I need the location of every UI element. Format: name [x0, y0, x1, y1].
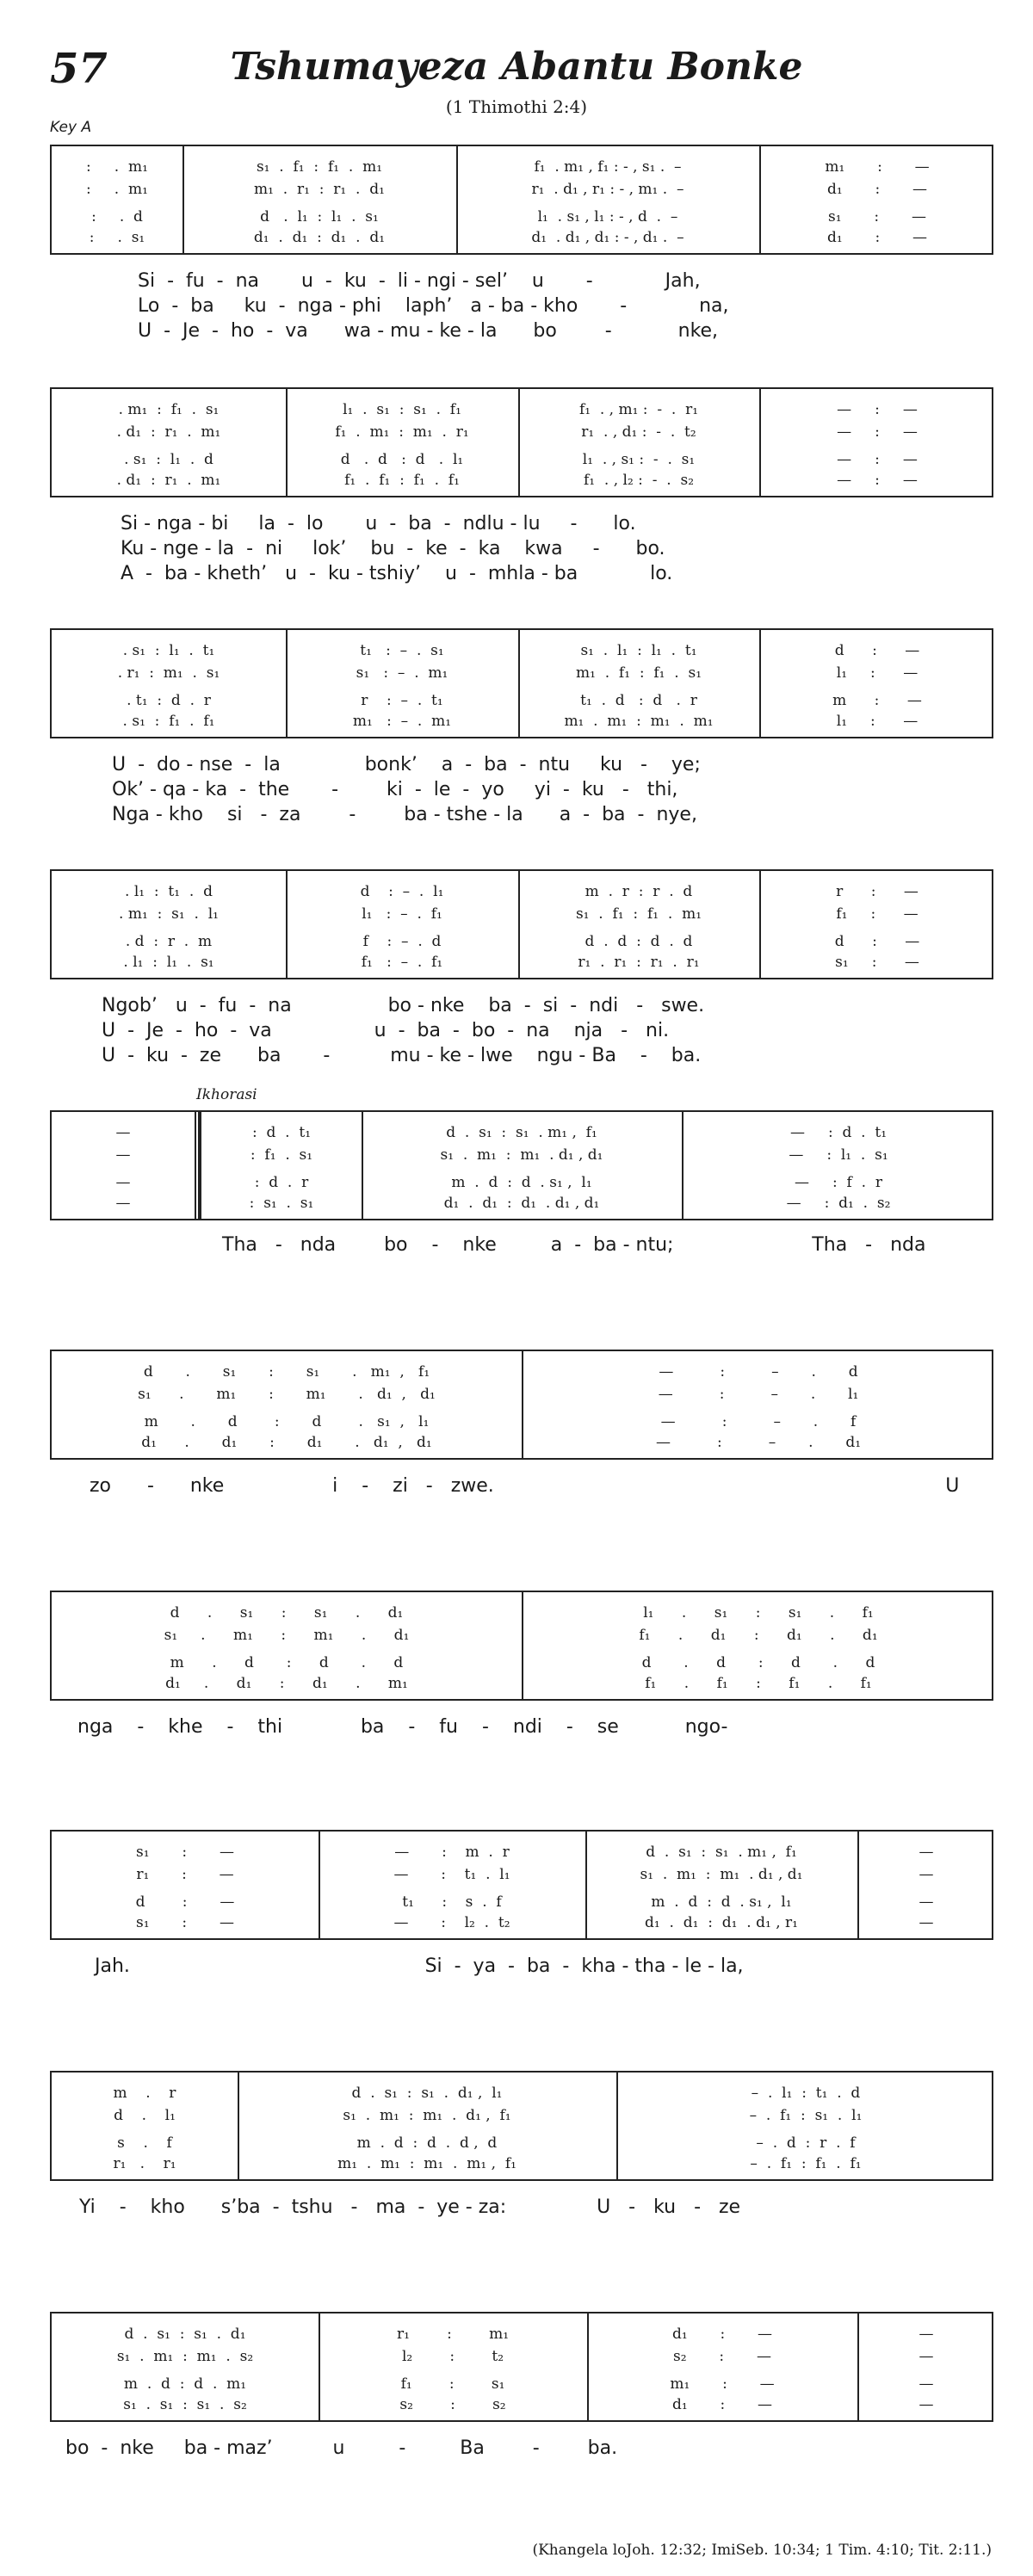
- measure-notes: m . r : r . d: [585, 883, 693, 900]
- measure-notes: —: [919, 2396, 934, 2413]
- measure-notes: f : – . d: [362, 933, 442, 950]
- music-system-10: [50, 2312, 993, 2422]
- measure-notes: m . r: [113, 2085, 176, 2102]
- measure-notes: m . d : d . m₁: [123, 2375, 247, 2393]
- measure-notes: — : – . d₁: [655, 1434, 862, 1451]
- lyric-line: Si - nga - bi la - lo u - ba - ndlu - lu - lo.: [121, 513, 636, 534]
- bar-line: [518, 389, 520, 496]
- measure-notes: s₁ . m₁ : m₁ . d₁ , d₁: [138, 1386, 436, 1403]
- lyric-line: zo - nke i - zi - zwe. U: [90, 1475, 960, 1497]
- bar-line: [587, 2313, 589, 2420]
- measure-notes: m₁ : —: [825, 158, 930, 176]
- measure-notes: — : f . r: [795, 1174, 882, 1191]
- lyrics-block-5: [222, 1232, 925, 1257]
- measure-notes: . l₁ : l₁ . s₁: [123, 954, 214, 971]
- bar-line: [286, 871, 288, 978]
- measure-notes: : d . t₁: [251, 1124, 312, 1141]
- measure-notes: d₁ : —: [671, 2326, 773, 2343]
- lyric-line: U - do - nse - la bonk’ a - ba - ntu ku - ye;: [112, 754, 701, 775]
- measure-notes: d₁ : —: [671, 2396, 773, 2413]
- measure-notes: : . m₁: [86, 181, 148, 198]
- measure-notes: s₁ . s₁ : s₁ . s₂: [123, 2396, 247, 2413]
- bar-line: [522, 1592, 523, 1699]
- lyrics-block-9: [79, 2195, 740, 2220]
- measure-notes: d₁ . d₁ : d₁ . m₁: [165, 1675, 408, 1692]
- lyrics-block-6: [90, 1473, 959, 1498]
- measure-notes: . l₁ : t₁ . d: [125, 883, 213, 900]
- measure-notes: s₁ . m₁ : m₁ . d₁: [164, 1627, 410, 1644]
- measure-notes: —: [115, 1195, 131, 1212]
- music-system-7: [50, 1591, 993, 1701]
- measure-notes: s₁ . m₁ : m₁ . d₁ , d₁: [640, 1866, 803, 1883]
- lyric-line: Yi - kho s’ba - tshu - ma - ye - za: U - ku - ze: [79, 2196, 741, 2218]
- measure-notes: d . s₁ : s₁ . d₁ , l₁: [351, 2085, 503, 2102]
- measure-notes: s₁ . f₁ : f₁ . m₁: [575, 905, 702, 923]
- measure-notes: m₁ : – . m₁: [352, 713, 452, 730]
- measure-notes: l₁ . s₁ , l₁ : - , d . –: [537, 208, 678, 225]
- music-system-3: [50, 628, 993, 738]
- measure-notes: d₁ . d₁ : d₁ . d₁ , d₁: [141, 1434, 432, 1451]
- lyrics-block-4: [102, 993, 704, 1068]
- measure-notes: r : – . t₁: [361, 692, 443, 709]
- scripture-subtitle: (1 Thimothi 2:4): [445, 96, 588, 117]
- measure-notes: m . d : d . d , d: [356, 2134, 498, 2152]
- measure-notes: f₁ . f₁ : f₁ . f₁: [344, 472, 460, 489]
- measure-notes: —: [919, 1844, 934, 1861]
- music-system-1: [50, 145, 993, 255]
- measure-notes: — : t₁ . l₁: [393, 1866, 510, 1883]
- measure-notes: r₁ : m₁: [396, 2326, 510, 2343]
- measure-notes: : . d: [91, 208, 143, 225]
- measure-notes: f₁ . d₁ : d₁ . d₁: [639, 1627, 878, 1644]
- measure-notes: . s₁ : l₁ . t₁: [122, 642, 215, 659]
- measure-notes: : . s₁: [89, 229, 145, 246]
- measure-notes: s₁ : —: [835, 954, 919, 971]
- music-system-9: [50, 2071, 993, 2181]
- bar-line: [682, 1112, 684, 1219]
- measure-notes: — : —: [837, 423, 918, 441]
- measure-notes: —: [919, 2326, 934, 2343]
- lyrics-block-3: [112, 752, 701, 827]
- bar-line: [518, 630, 520, 737]
- lyric-line: Ku - nge - la - ni lok’ bu - ke - ka kwa - bo.: [121, 538, 665, 559]
- bar-line: [857, 1832, 859, 1938]
- bar-line: [585, 1832, 587, 1938]
- measure-notes: — : —: [837, 401, 918, 418]
- measure-notes: m . d : d . s₁ , l₁: [144, 1413, 430, 1430]
- measure-notes: – . d : r . f: [756, 2134, 856, 2152]
- measure-notes: s₂ : —: [673, 2348, 771, 2365]
- measure-notes: r₁ : —: [136, 1866, 234, 1883]
- measure-notes: . s₁ : l₁ . d: [124, 451, 213, 468]
- measure-notes: : . m₁: [86, 158, 148, 176]
- lyric-line: U - ku - ze ba - mu - ke - lwe ngu - Ba - ba.: [102, 1045, 702, 1066]
- measure-notes: m₁ . f₁ : f₁ . s₁: [575, 664, 702, 682]
- measure-notes: d . d : d . d: [585, 933, 693, 950]
- measure-notes: —: [919, 2348, 934, 2365]
- lyrics-block-10: [65, 2436, 617, 2461]
- measure-notes: —: [919, 1914, 934, 1931]
- measure-notes: . d : r . m: [125, 933, 213, 950]
- music-system-5: [50, 1110, 993, 1220]
- measure-notes: —: [115, 1146, 131, 1164]
- key-signature: Key A: [50, 119, 92, 136]
- measure-notes: m : —: [832, 692, 922, 709]
- measure-notes: f₁ . m₁ , f₁ : - , s₁ . –: [534, 158, 682, 176]
- music-system-6: [50, 1350, 993, 1460]
- measure-notes: — : d . t₁: [789, 1124, 888, 1141]
- measure-notes: . s₁ : f₁ . f₁: [122, 713, 215, 730]
- measure-notes: m₁ . m₁ : m₁ . m₁: [564, 713, 714, 730]
- measure-notes: l₂ : t₂: [401, 2348, 504, 2365]
- measure-notes: — : l₂ . t₂: [393, 1914, 510, 1931]
- measure-notes: f₁ . m₁ : m₁ . r₁: [335, 423, 469, 441]
- measure-notes: d . s₁ : s₁ . d₁: [124, 2326, 246, 2343]
- lyric-line: Si - fu - na u - ku - li - ngi - sel’ u - Jah,: [138, 270, 701, 292]
- double-bar-line: [195, 1112, 201, 1219]
- bar-line: [857, 2313, 859, 2420]
- measure-notes: . d₁ : r₁ . m₁: [116, 423, 221, 441]
- measure-notes: m₁ . r₁ : r₁ . d₁: [254, 181, 385, 198]
- bar-line: [286, 630, 288, 737]
- measure-notes: r₁ . , d₁ : - . t₂: [581, 423, 696, 441]
- measure-notes: d₁ : —: [826, 181, 928, 198]
- measure-notes: f₁ . , m₁ : - . r₁: [578, 401, 699, 418]
- measure-notes: t₁ : s . f: [402, 1893, 502, 1911]
- measure-notes: d . l₁: [114, 2107, 176, 2124]
- measure-notes: s₁ : —: [136, 1914, 234, 1931]
- bar-line: [362, 1112, 363, 1219]
- measure-notes: d₁ . d₁ : d₁ . d₁: [253, 229, 386, 246]
- bar-line: [319, 1832, 320, 1938]
- measure-notes: . m₁ : f₁ . s₁: [118, 401, 220, 418]
- measure-notes: d₁ . d₁ : d₁ . d₁ , r₁: [645, 1914, 798, 1931]
- measure-notes: . r₁ : m₁ . s₁: [117, 664, 220, 682]
- lyrics-block-1: [138, 269, 729, 343]
- measure-notes: l₁ : – . f₁: [362, 905, 442, 923]
- measure-notes: — : m . r: [394, 1844, 510, 1861]
- measure-notes: l₁ : —: [836, 664, 919, 682]
- lyrics-block-7: [77, 1714, 727, 1739]
- music-system-4: [50, 869, 993, 979]
- hymn-number: 57: [50, 45, 108, 93]
- measure-notes: d : —: [834, 933, 920, 950]
- measure-notes: s₁ : – . m₁: [356, 664, 448, 682]
- measure-notes: m₁ : —: [670, 2375, 775, 2393]
- lyric-line: Ngob’ u - fu - na bo - nke ba - si - ndi - swe.: [102, 995, 705, 1016]
- measure-notes: – . f₁ : f₁ . f₁: [750, 2155, 862, 2172]
- measure-notes: — : —: [837, 451, 918, 468]
- measure-notes: r₁ . r₁: [113, 2155, 176, 2172]
- measure-notes: —: [919, 1893, 934, 1911]
- measure-notes: s₁ . f₁ : f₁ . m₁: [256, 158, 383, 176]
- lyric-line: A - ba - kheth’ u - ku - tshiy’ u - mhla - ba lo.: [121, 563, 673, 584]
- measure-notes: — : – . l₁: [658, 1386, 859, 1403]
- measure-notes: . m₁ : s₁ . l₁: [119, 905, 219, 923]
- measure-notes: f₁ : – . f₁: [361, 954, 443, 971]
- lyric-line: Tha - nda bo - nke a - ba - ntu; Tha - nda: [222, 1234, 926, 1256]
- measure-notes: t₁ : – . s₁: [360, 642, 444, 659]
- measure-notes: d . d : d . l₁: [340, 451, 464, 468]
- measure-notes: f₁ . , l₂ : - . s₂: [583, 472, 695, 489]
- measure-notes: l₁ . s₁ : s₁ . f₁: [343, 401, 461, 418]
- measure-notes: — : l₁ . s₁: [789, 1146, 888, 1164]
- measure-notes: m . d : d . s₁ , l₁: [451, 1174, 592, 1191]
- bar-line: [319, 2313, 320, 2420]
- measure-notes: —: [919, 2375, 934, 2393]
- measure-notes: s₁ . l₁ : l₁ . t₁: [580, 642, 697, 659]
- music-system-2: [50, 387, 993, 497]
- measure-notes: r : —: [836, 883, 919, 900]
- measure-notes: l₁ : —: [836, 713, 919, 730]
- lyrics-block-8: [95, 1954, 744, 1979]
- measure-notes: d . d : d . d: [641, 1654, 875, 1671]
- measure-notes: d : —: [135, 1893, 235, 1911]
- measure-notes: : f₁ . s₁: [250, 1146, 313, 1164]
- measure-notes: l₁ . s₁ : s₁ . f₁: [643, 1604, 874, 1622]
- measure-notes: f₁ : s₁: [400, 2375, 505, 2393]
- measure-notes: —: [919, 1866, 934, 1883]
- measure-notes: l₁ . , s₁ : - . s₁: [582, 451, 696, 468]
- measure-notes: d . s₁ : s₁ . m₁ , f₁: [143, 1363, 430, 1381]
- measure-notes: s₁ : —: [136, 1844, 234, 1861]
- lyric-line: nga - khe - thi ba - fu - ndi - se ngo-: [77, 1716, 728, 1738]
- hymn-title: Tshumayeza Abantu Bonke: [230, 45, 803, 89]
- measure-notes: m₁ . m₁ : m₁ . m₁ , f₁: [337, 2155, 516, 2172]
- lyrics-block-2: [121, 511, 672, 586]
- measure-notes: d . l₁ : l₁ . s₁: [260, 208, 379, 225]
- measure-notes: f₁ . f₁ : f₁ . f₁: [645, 1675, 872, 1692]
- measure-notes: s . f: [117, 2134, 172, 2152]
- lyric-line: Nga - kho si - za - ba - tshe - la a - ba - nye,: [112, 804, 697, 825]
- lyric-line: bo - nke ba - maz’ u - Ba - ba.: [65, 2437, 618, 2459]
- measure-notes: s₁ . m₁ : m₁ . s₂: [116, 2348, 254, 2365]
- scripture-reference: (Khangela loJoh. 12:32; ImiSeb. 10:34; 1 Tim. 4:10; Tit. 2:11.): [532, 2542, 992, 2559]
- measure-notes: — : – . d: [659, 1363, 858, 1381]
- lyric-line: U - Je - ho - va wa - mu - ke - la bo - nke,: [138, 320, 719, 342]
- measure-notes: d : —: [834, 642, 920, 659]
- bar-line: [238, 2073, 239, 2179]
- measure-notes: d . s₁ : s₁ . d₁: [170, 1604, 404, 1622]
- measure-notes: f₁ : —: [836, 905, 919, 923]
- bar-line: [522, 1351, 523, 1458]
- measure-notes: —: [115, 1124, 131, 1141]
- bar-line: [182, 146, 184, 253]
- lyric-line: U - Je - ho - va u - ba - bo - na nja - ni.: [102, 1020, 670, 1041]
- measure-notes: d . s₁ : s₁ . m₁ , f₁: [646, 1844, 797, 1861]
- measure-notes: – . l₁ : t₁ . d: [751, 2085, 861, 2102]
- measure-notes: : s₁ . s₁: [249, 1195, 314, 1212]
- measure-notes: m . d : d . s₁ , l₁: [651, 1893, 792, 1911]
- bar-line: [759, 146, 761, 253]
- bar-line: [759, 389, 761, 496]
- measure-notes: : d . r: [254, 1174, 309, 1191]
- bar-line: [286, 389, 288, 496]
- bar-line: [759, 871, 761, 978]
- measure-notes: s₁ . m₁ : m₁ . d₁ , f₁: [343, 2107, 511, 2124]
- measure-notes: —: [115, 1174, 131, 1191]
- measure-notes: r₁ . d₁ , r₁ : - , m₁ . –: [531, 181, 684, 198]
- measure-notes: d . s₁ : s₁ . m₁ , f₁: [446, 1124, 597, 1141]
- measure-notes: s₁ : —: [828, 208, 926, 225]
- measure-notes: t₁ . d : d . r: [580, 692, 697, 709]
- music-system-8: [50, 1830, 993, 1940]
- lyric-line: Jah. Si - ya - ba - kha - tha - le - la,: [95, 1955, 744, 1977]
- bar-line: [456, 146, 458, 253]
- measure-notes: – . f₁ : s₁ . l₁: [749, 2107, 863, 2124]
- measure-notes: . t₁ : d . r: [127, 692, 211, 709]
- measure-notes: — : – . f: [660, 1413, 857, 1430]
- bar-line: [759, 630, 761, 737]
- measure-notes: d₁ . d₁ : d₁ . d₁ , d₁: [443, 1195, 600, 1212]
- chorus-label: Ikhorasi: [196, 1086, 257, 1103]
- measure-notes: r₁ . r₁ : r₁ . r₁: [578, 954, 700, 971]
- measure-notes: — : —: [837, 472, 918, 489]
- measure-notes: d₁ . d₁ , d₁ : - , d₁ . –: [531, 229, 684, 246]
- bar-line: [616, 2073, 618, 2179]
- measure-notes: s₂ : s₂: [399, 2396, 506, 2413]
- lyric-line: Lo - ba ku - nga - phi laph’ a - ba - kho - na,: [138, 295, 729, 317]
- measure-notes: s₁ . m₁ : m₁ . d₁ , d₁: [440, 1146, 603, 1164]
- lyric-line: Ok’ - qa - ka - the - ki - le - yo yi - ku - thi,: [112, 779, 678, 800]
- measure-notes: d : – . l₁: [360, 883, 444, 900]
- measure-notes: d₁ : —: [826, 229, 928, 246]
- measure-notes: . d₁ : r₁ . m₁: [116, 472, 221, 489]
- measure-notes: m . d : d . d: [170, 1654, 404, 1671]
- bar-line: [518, 871, 520, 978]
- measure-notes: — : d₁ . s₂: [786, 1195, 891, 1212]
